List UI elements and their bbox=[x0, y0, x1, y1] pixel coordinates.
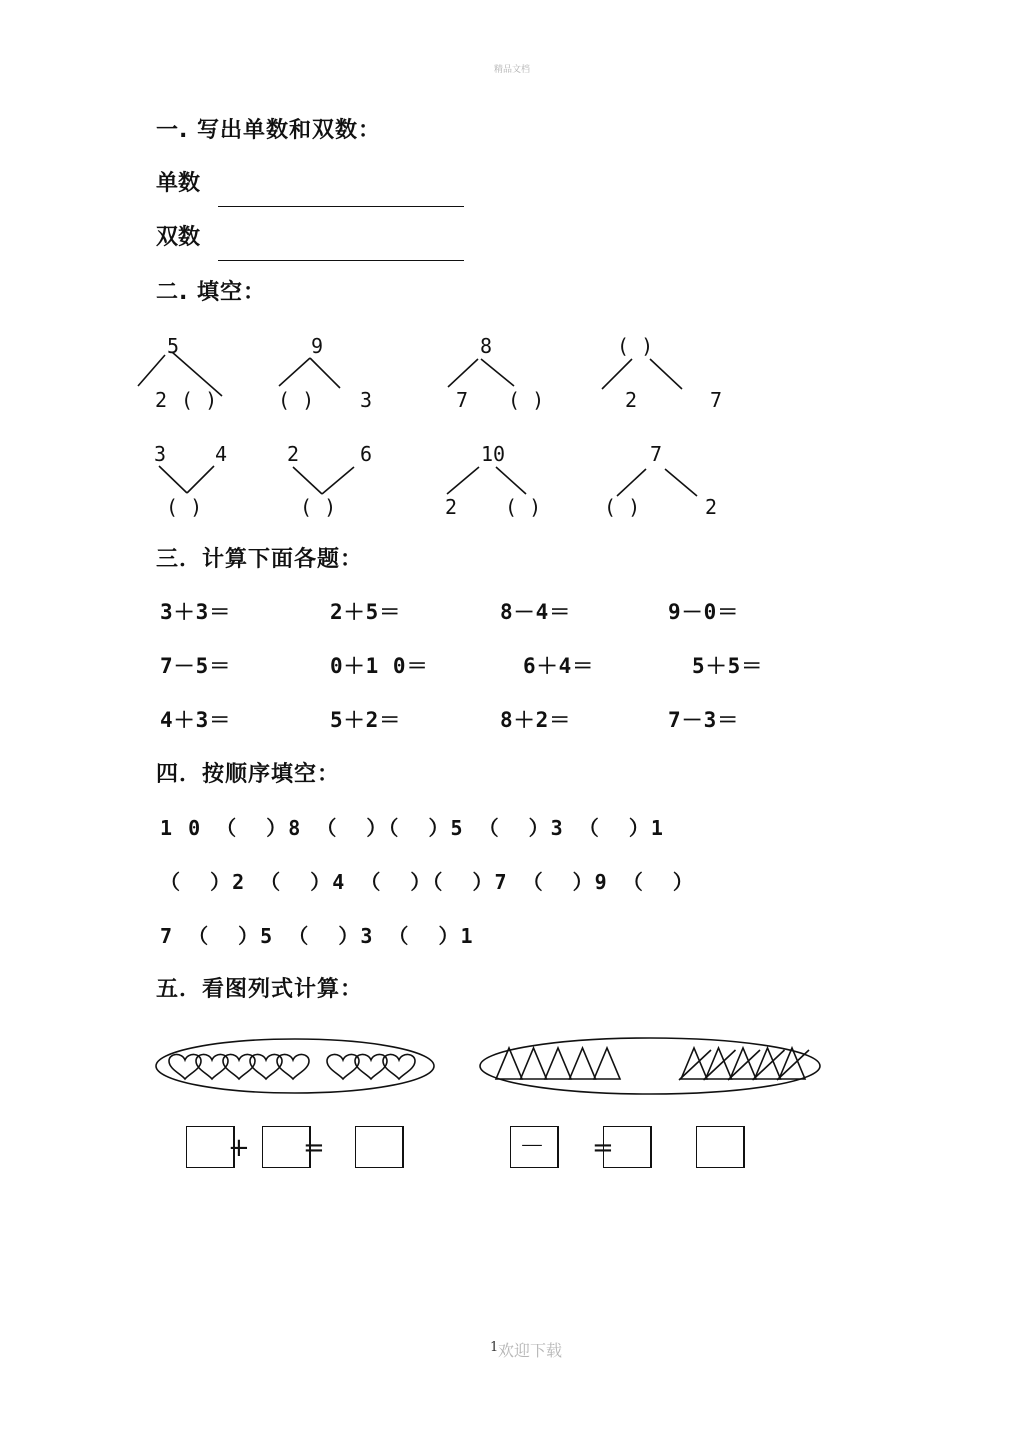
footer-text: 欢迎下载 bbox=[498, 1341, 563, 1360]
heart-icon bbox=[327, 1054, 359, 1079]
bond-r2-1-bottom[interactable]: ( ) bbox=[166, 495, 203, 519]
section5-title: 五．看图列式计算： bbox=[156, 977, 364, 1002]
answer-box-6[interactable] bbox=[696, 1126, 745, 1168]
bond-r1-2-top: 9 bbox=[311, 334, 324, 358]
calc-r2-c4: 5＋5＝ bbox=[692, 654, 764, 678]
bond-r2-2-left: 2 bbox=[287, 442, 300, 466]
heart-icon bbox=[383, 1054, 415, 1079]
bond-r2-3-top: 10 bbox=[481, 442, 506, 466]
equals-sign-left: = bbox=[303, 1133, 325, 1163]
calc-r2-c2: 0＋1 0＝ bbox=[330, 654, 429, 678]
heart-icon bbox=[355, 1054, 387, 1079]
bond-r2-4-top: 7 bbox=[650, 442, 663, 466]
bond-r1-4-left: 2 bbox=[625, 388, 638, 412]
section1-title: 一. 写出单数和双数： bbox=[156, 118, 382, 143]
triangles-picture bbox=[480, 1038, 820, 1094]
minus-sign: － bbox=[519, 1132, 546, 1162]
bond-r2-2-bottom[interactable]: ( ) bbox=[300, 495, 337, 519]
calc-r2-c3: 6＋4＝ bbox=[523, 654, 595, 678]
calc-r1-c1: 3＋3＝ bbox=[160, 600, 232, 624]
plus-sign: + bbox=[228, 1133, 250, 1163]
section3-title: 三．计算下面各题： bbox=[156, 547, 364, 572]
header-watermark: 精品文档 bbox=[494, 65, 531, 75]
triangle-icon bbox=[521, 1048, 547, 1079]
sequence-row-2[interactable]: （ ）2 （ ）4 （ ）（ ）7 （ ）9 （ ） bbox=[160, 870, 695, 894]
sequence-row-3[interactable]: 7 （ ）5 （ ）3 （ ）1 bbox=[160, 924, 475, 948]
odd-label: 单数 bbox=[156, 171, 201, 196]
bond-r2-1-left: 3 bbox=[154, 442, 167, 466]
bond-r1-4-top[interactable]: ( ) bbox=[617, 334, 654, 358]
calc-r3-c1: 4＋3＝ bbox=[160, 708, 232, 732]
bond-r2-2-right: 6 bbox=[360, 442, 373, 466]
bond-r1-3-top: 8 bbox=[480, 334, 493, 358]
bond-r2-3-left: 2 bbox=[445, 495, 458, 519]
bond-r1-2-left[interactable]: ( ) bbox=[278, 388, 315, 412]
hearts-picture bbox=[156, 1039, 434, 1093]
triangle-icon bbox=[594, 1048, 620, 1079]
calc-r3-c3: 8＋2＝ bbox=[500, 708, 572, 732]
triangles-oval bbox=[480, 1038, 820, 1094]
calc-r2-c1: 7－5＝ bbox=[160, 654, 232, 678]
bond-r1-2-right: 3 bbox=[360, 388, 373, 412]
bond-r1-4-right: 7 bbox=[710, 388, 723, 412]
calc-r1-c3: 8－4＝ bbox=[500, 600, 572, 624]
bond-r1-3-right[interactable]: ( ) bbox=[508, 388, 545, 412]
calc-r1-c2: 2＋5＝ bbox=[330, 600, 402, 624]
bond-r2-3-right[interactable]: ( ) bbox=[505, 495, 542, 519]
bond-r2-4-left[interactable]: ( ) bbox=[604, 495, 641, 519]
section4-title: 四．按顺序填空： bbox=[156, 762, 341, 787]
bond-r1-1-top: 5 bbox=[167, 334, 180, 358]
bond-r1-3-left: 7 bbox=[456, 388, 469, 412]
calc-r1-c4: 9－0＝ bbox=[668, 600, 740, 624]
bond-r2-1-right: 4 bbox=[215, 442, 228, 466]
answer-box-3[interactable] bbox=[355, 1126, 404, 1168]
triangle-icon bbox=[545, 1048, 571, 1079]
bond-r1-1-right[interactable]: ( ) bbox=[181, 388, 218, 412]
calc-r3-c4: 7－3＝ bbox=[668, 708, 740, 732]
triangle-icon bbox=[570, 1048, 596, 1079]
even-label: 双数 bbox=[156, 225, 201, 250]
equals-sign-right: = bbox=[592, 1133, 614, 1163]
sequence-row-1[interactable]: 1 0 （ ）8 （ ）（ ）5 （ ）3 （ ）1 bbox=[160, 816, 665, 840]
section2-title: 二. 填空： bbox=[156, 280, 267, 305]
bond-r2-4-right: 2 bbox=[705, 495, 718, 519]
calc-r3-c2: 5＋2＝ bbox=[330, 708, 402, 732]
bond-r1-1-left: 2 bbox=[155, 388, 168, 412]
page-number: 1 bbox=[490, 1340, 499, 1355]
